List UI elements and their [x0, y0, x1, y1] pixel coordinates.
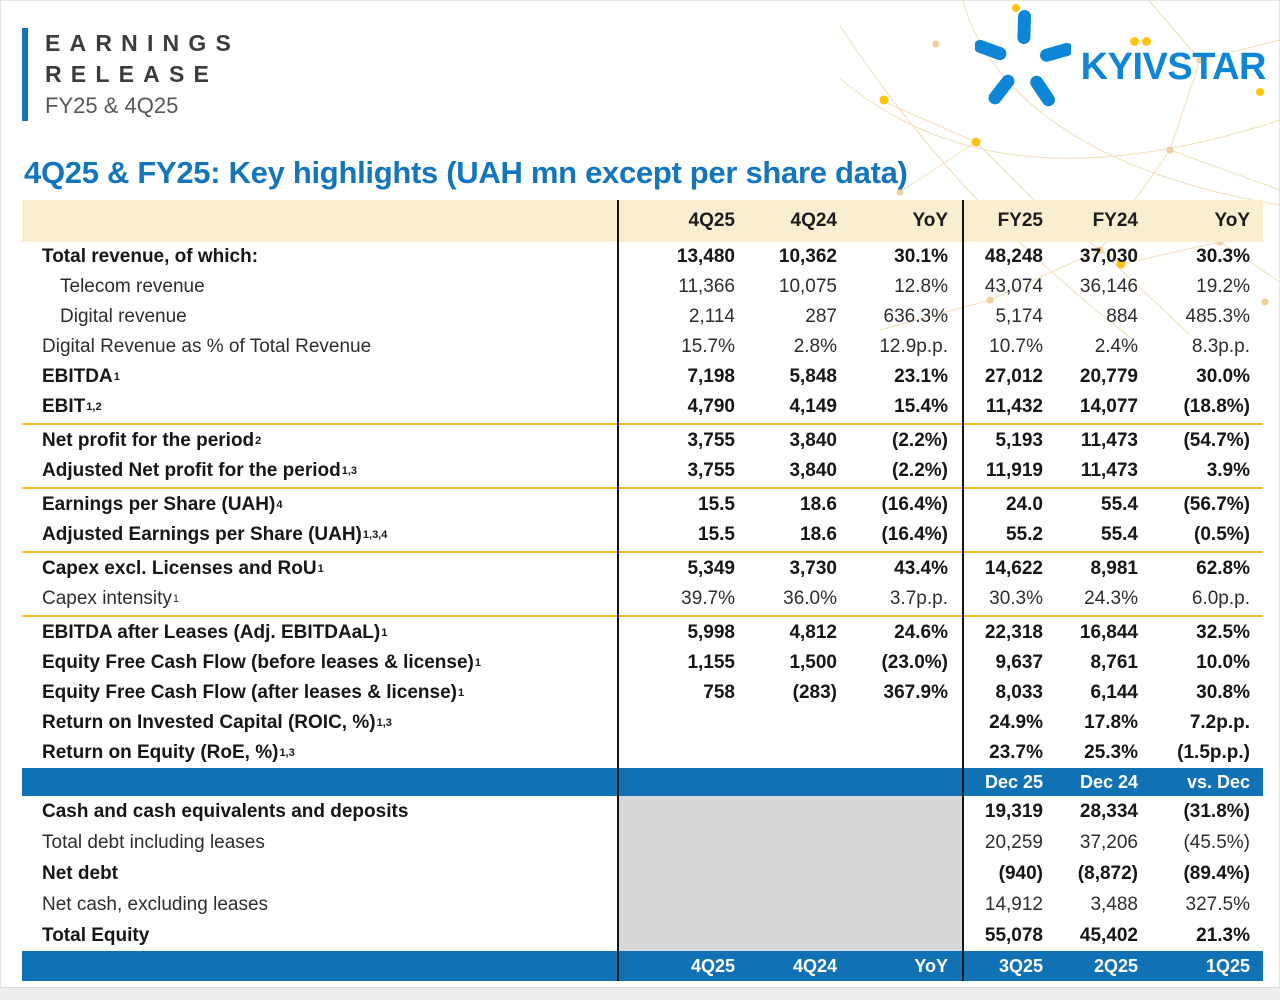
table-row	[22, 920, 1263, 951]
row-value: 3,755	[687, 460, 735, 481]
row-value: (2.2%)	[892, 430, 948, 451]
row-value: 6,144	[1090, 682, 1138, 703]
row-value: 15.4%	[894, 396, 948, 417]
row-value	[735, 858, 837, 889]
row-value	[618, 889, 735, 920]
row-value: 24.3%	[1084, 588, 1138, 609]
row-value: (45.5%)	[1183, 831, 1250, 853]
table-row	[22, 554, 1263, 584]
row-label: Adjusted Net profit for the period 1,3	[42, 460, 358, 481]
row-value: 9,637	[995, 652, 1043, 673]
row-value: 10,362	[778, 246, 837, 267]
row-value: 55,078	[984, 924, 1043, 946]
kyivstar-logo	[975, 4, 1266, 108]
kyivstar-star-icon	[975, 4, 1071, 108]
row-value: 2,114	[688, 306, 735, 327]
row-value: 10.0%	[1196, 652, 1250, 673]
row-value: 2.8%	[793, 336, 837, 357]
band-cell-4q24: 4Q24	[792, 955, 837, 976]
table-row	[22, 392, 1263, 422]
header-cell-fy24: FY24	[1092, 210, 1138, 231]
row-label: Adjusted Earnings per Share (UAH) 1,3,4	[42, 524, 388, 545]
table-row	[22, 490, 1263, 520]
table-header-row	[22, 200, 1263, 242]
row-value: 55.2	[1006, 524, 1043, 545]
row-label: Cash and cash equivalents and deposits	[42, 800, 409, 822]
row-label: Digital Revenue as % of Total Revenue	[42, 336, 372, 357]
row-value: 1,500	[789, 652, 837, 673]
table-row	[22, 796, 1263, 827]
row-label: Equity Free Cash Flow (before leases & license) 1	[42, 652, 481, 673]
row-value: 18.6	[800, 524, 837, 545]
row-value: (0.5%)	[1194, 524, 1250, 545]
header-cell-yoy-q: YoY	[912, 210, 948, 231]
row-label: Total debt including leases	[42, 831, 265, 853]
row-value: 27,012	[984, 366, 1043, 387]
row-value: 4,812	[789, 622, 837, 643]
row-value: 3,488	[1090, 893, 1138, 915]
row-value: 15.5	[698, 524, 735, 545]
row-value	[837, 920, 963, 951]
band-cell-3q25: 3Q25	[998, 955, 1043, 976]
row-value	[735, 920, 837, 951]
table-row	[22, 648, 1263, 678]
wordmark-ky: KY	[1080, 46, 1133, 88]
row-value: 32.5%	[1196, 622, 1250, 643]
row-value: 11,919	[985, 460, 1043, 481]
gold-divider-line	[22, 615, 1263, 617]
page-edge-strip	[0, 987, 1280, 1000]
report-period: FY25 & 4Q25	[45, 93, 179, 118]
row-value	[735, 889, 837, 920]
gold-divider-line	[22, 423, 1263, 425]
row-value	[837, 827, 963, 858]
row-value: 10,075	[778, 276, 837, 297]
band-cell-2q25: 2Q25	[1093, 955, 1138, 976]
row-value: (940)	[998, 862, 1043, 884]
row-value: 24.9%	[989, 712, 1043, 733]
row-value: 11,432	[985, 396, 1043, 417]
row-value: 3,730	[789, 558, 837, 579]
row-value: (283)	[792, 682, 837, 703]
band-cell-4q25: 4Q25	[690, 955, 735, 976]
row-label: Net cash, excluding leases	[42, 893, 269, 915]
row-label: Equity Free Cash Flow (after leases & license) 1	[42, 682, 465, 703]
row-value: 3.7p.p.	[889, 588, 948, 609]
table-row	[22, 242, 1263, 272]
row-value: 5,349	[687, 558, 735, 579]
row-value: 3.9%	[1206, 460, 1250, 481]
row-value: 24.6%	[894, 622, 948, 643]
row-value: 4,149	[789, 396, 837, 417]
row-value	[735, 708, 837, 738]
table-row	[22, 272, 1263, 302]
row-value: (16.4%)	[881, 524, 948, 545]
row-value	[837, 738, 963, 768]
table-row	[22, 426, 1263, 456]
row-value: (16.4%)	[881, 494, 948, 515]
row-value: 636.3%	[883, 306, 948, 327]
gold-divider-line	[22, 551, 1263, 553]
row-value	[735, 827, 837, 858]
row-value: 28,334	[1079, 800, 1138, 822]
row-value: 8,761	[1090, 652, 1138, 673]
row-value	[618, 708, 735, 738]
row-value: 14,622	[984, 558, 1043, 579]
row-label: Return on Equity (RoE, %) 1,3	[42, 742, 295, 763]
row-value: 30.1%	[894, 246, 948, 267]
row-value: (54.7%)	[1183, 430, 1250, 451]
header-cell-4q25: 4Q25	[688, 210, 735, 231]
key-highlights-table	[22, 200, 1263, 981]
row-value: 37,030	[1079, 246, 1138, 267]
row-label: Digital revenue	[60, 306, 187, 327]
row-value: 19.2%	[1196, 276, 1250, 297]
row-value: 287	[805, 306, 837, 327]
row-value: (56.7%)	[1183, 494, 1250, 515]
row-value	[837, 858, 963, 889]
balance-sheet-rows	[22, 796, 1263, 951]
row-value: 5,848	[789, 366, 837, 387]
row-value: 2.4%	[1094, 336, 1138, 357]
row-value: 30.3%	[989, 588, 1043, 609]
band-cell-vs-dec: vs. Dec	[1186, 771, 1250, 792]
row-value: 20,779	[1079, 366, 1138, 387]
row-value: (18.8%)	[1183, 396, 1250, 417]
row-value: 367.9%	[883, 682, 948, 703]
row-value: 20,259	[984, 831, 1043, 853]
row-value: 14,077	[1079, 396, 1138, 417]
row-value: 30.3%	[1196, 246, 1250, 267]
row-label: Earnings per Share (UAH) 4	[42, 494, 283, 515]
header-cell-empty	[22, 200, 618, 242]
band-cell-dec25: Dec 25	[984, 771, 1043, 792]
band-cell-empty	[837, 768, 963, 796]
report-brand-block	[22, 28, 240, 121]
row-value: 48,248	[984, 246, 1043, 267]
row-value: 22,318	[984, 622, 1043, 643]
row-value: 36.0%	[783, 588, 837, 609]
row-value	[618, 827, 735, 858]
row-value: 37,206	[1079, 831, 1138, 853]
header-cell-fy25: FY25	[997, 210, 1043, 231]
row-value: 12.9p.p.	[879, 336, 948, 357]
band-cell-empty	[618, 768, 735, 796]
row-value: (31.8%)	[1183, 800, 1250, 822]
row-value: 21.3%	[1196, 924, 1250, 946]
row-value	[837, 889, 963, 920]
row-value: 17.8%	[1084, 712, 1138, 733]
row-value: 55.4	[1101, 524, 1138, 545]
row-value: (8,872)	[1077, 862, 1138, 884]
row-value: 327.5%	[1185, 893, 1250, 915]
row-value: 3,755	[687, 430, 735, 451]
band-cell-dec24: Dec 24	[1079, 771, 1138, 792]
band-cell-1q25: 1Q25	[1205, 955, 1250, 976]
row-value	[735, 738, 837, 768]
row-label: EBITDA after Leases (Adj. EBITDAaL) 1	[42, 622, 388, 643]
header-cell-yoy-fy: YoY	[1214, 210, 1250, 231]
row-value: 23.7%	[989, 742, 1043, 763]
table-row	[22, 362, 1263, 392]
row-label: Total revenue, of which:	[42, 246, 259, 267]
row-value: 12.8%	[894, 276, 948, 297]
row-value: 36,146	[1079, 276, 1138, 297]
band-cell-yoy: YoY	[914, 955, 948, 976]
report-type-line1: EARNINGS	[45, 30, 241, 56]
table-row	[22, 708, 1263, 738]
brand-accent-bar	[22, 28, 28, 121]
row-value	[618, 738, 735, 768]
row-value	[618, 858, 735, 889]
row-value: 4,790	[687, 396, 735, 417]
row-value: 11,473	[1080, 460, 1138, 481]
row-value: 62.8%	[1196, 558, 1250, 579]
band-cell-empty	[735, 768, 837, 796]
row-value: (1.5p.p.)	[1177, 742, 1250, 763]
row-value	[618, 796, 735, 827]
row-value	[618, 920, 735, 951]
row-value	[837, 708, 963, 738]
row-value: 55.4	[1101, 494, 1138, 515]
row-value: 39.7%	[681, 588, 735, 609]
row-value: 758	[703, 682, 735, 703]
row-label: Telecom revenue	[60, 276, 205, 297]
table-row	[22, 456, 1263, 486]
row-value: 23.1%	[894, 366, 948, 387]
row-value: 30.8%	[1196, 682, 1250, 703]
row-label: EBIT 1,2	[42, 396, 102, 417]
row-value: 16,844	[1079, 622, 1138, 643]
table-row	[22, 618, 1263, 648]
row-value: 11,473	[1080, 430, 1138, 451]
table-row	[22, 302, 1263, 332]
row-label: Capex excl. Licenses and RoU 1	[42, 558, 324, 579]
row-value: 485.3%	[1185, 306, 1250, 327]
row-label: Net debt	[42, 862, 118, 884]
row-value: 19,319	[984, 800, 1043, 822]
row-value: 5,998	[687, 622, 735, 643]
report-type-line2: RELEASE	[45, 61, 219, 87]
gold-divider-line	[22, 487, 1263, 489]
row-value: 7.2p.p.	[1189, 712, 1250, 733]
row-value: 8,981	[1090, 558, 1138, 579]
row-value	[837, 796, 963, 827]
row-value: 14,912	[984, 893, 1043, 915]
pnl-rows	[22, 242, 1263, 768]
table-row	[22, 889, 1263, 920]
row-value: 11,366	[678, 276, 735, 297]
row-value: 1,155	[687, 652, 735, 673]
row-value: 10.7%	[989, 336, 1043, 357]
row-value: 6.0p.p.	[1191, 588, 1250, 609]
band-cell-empty	[22, 768, 618, 796]
row-value: (23.0%)	[881, 652, 948, 673]
table-row	[22, 332, 1263, 362]
table-row	[22, 738, 1263, 768]
kyivstar-wordmark	[1081, 48, 1266, 108]
row-value: 30.0%	[1196, 366, 1250, 387]
wordmark-vstar: VSTAR	[1142, 46, 1266, 88]
wordmark-i-with-dots: I	[1132, 46, 1143, 88]
row-value: 7,198	[687, 366, 735, 387]
row-label: Capex intensity 1	[42, 588, 180, 609]
row-value: 13,480	[676, 246, 735, 267]
quarter-band	[22, 951, 1263, 981]
row-label: Return on Invested Capital (ROIC, %) 1,3	[42, 712, 392, 733]
table-row	[22, 584, 1263, 614]
row-value: 3,840	[789, 430, 837, 451]
row-label: Total Equity	[42, 924, 150, 946]
row-value: 43.4%	[894, 558, 948, 579]
row-value: 5,193	[995, 430, 1043, 451]
row-value: (2.2%)	[892, 460, 948, 481]
row-value: 18.6	[800, 494, 837, 515]
row-value	[735, 796, 837, 827]
row-value: 15.5	[698, 494, 735, 515]
page-title: 4Q25 & FY25: Key highlights (UAH mn except per share data)	[24, 155, 908, 190]
table-row	[22, 858, 1263, 889]
table-row	[22, 827, 1263, 858]
row-value: 24.0	[1006, 494, 1043, 515]
row-label: EBITDA 1	[42, 366, 120, 387]
column-divider-right	[962, 200, 964, 981]
row-value: 43,074	[984, 276, 1043, 297]
row-value: 884	[1106, 306, 1138, 327]
table-row	[22, 520, 1263, 550]
row-value: 5,174	[995, 306, 1043, 327]
band-cell-empty	[22, 951, 618, 981]
row-value: 15.7%	[681, 336, 735, 357]
row-value: 8,033	[995, 682, 1043, 703]
row-value: 8.3p.p.	[1191, 336, 1250, 357]
row-label: Net profit for the period 2	[42, 430, 262, 451]
row-value: 3,840	[789, 460, 837, 481]
header-cell-4q24: 4Q24	[790, 210, 837, 231]
table-row	[22, 678, 1263, 708]
column-divider-left	[617, 200, 619, 981]
balance-date-band	[22, 768, 1263, 796]
row-value: 45,402	[1079, 924, 1138, 946]
row-value: 25.3%	[1084, 742, 1138, 763]
row-value: (89.4%)	[1183, 862, 1250, 884]
